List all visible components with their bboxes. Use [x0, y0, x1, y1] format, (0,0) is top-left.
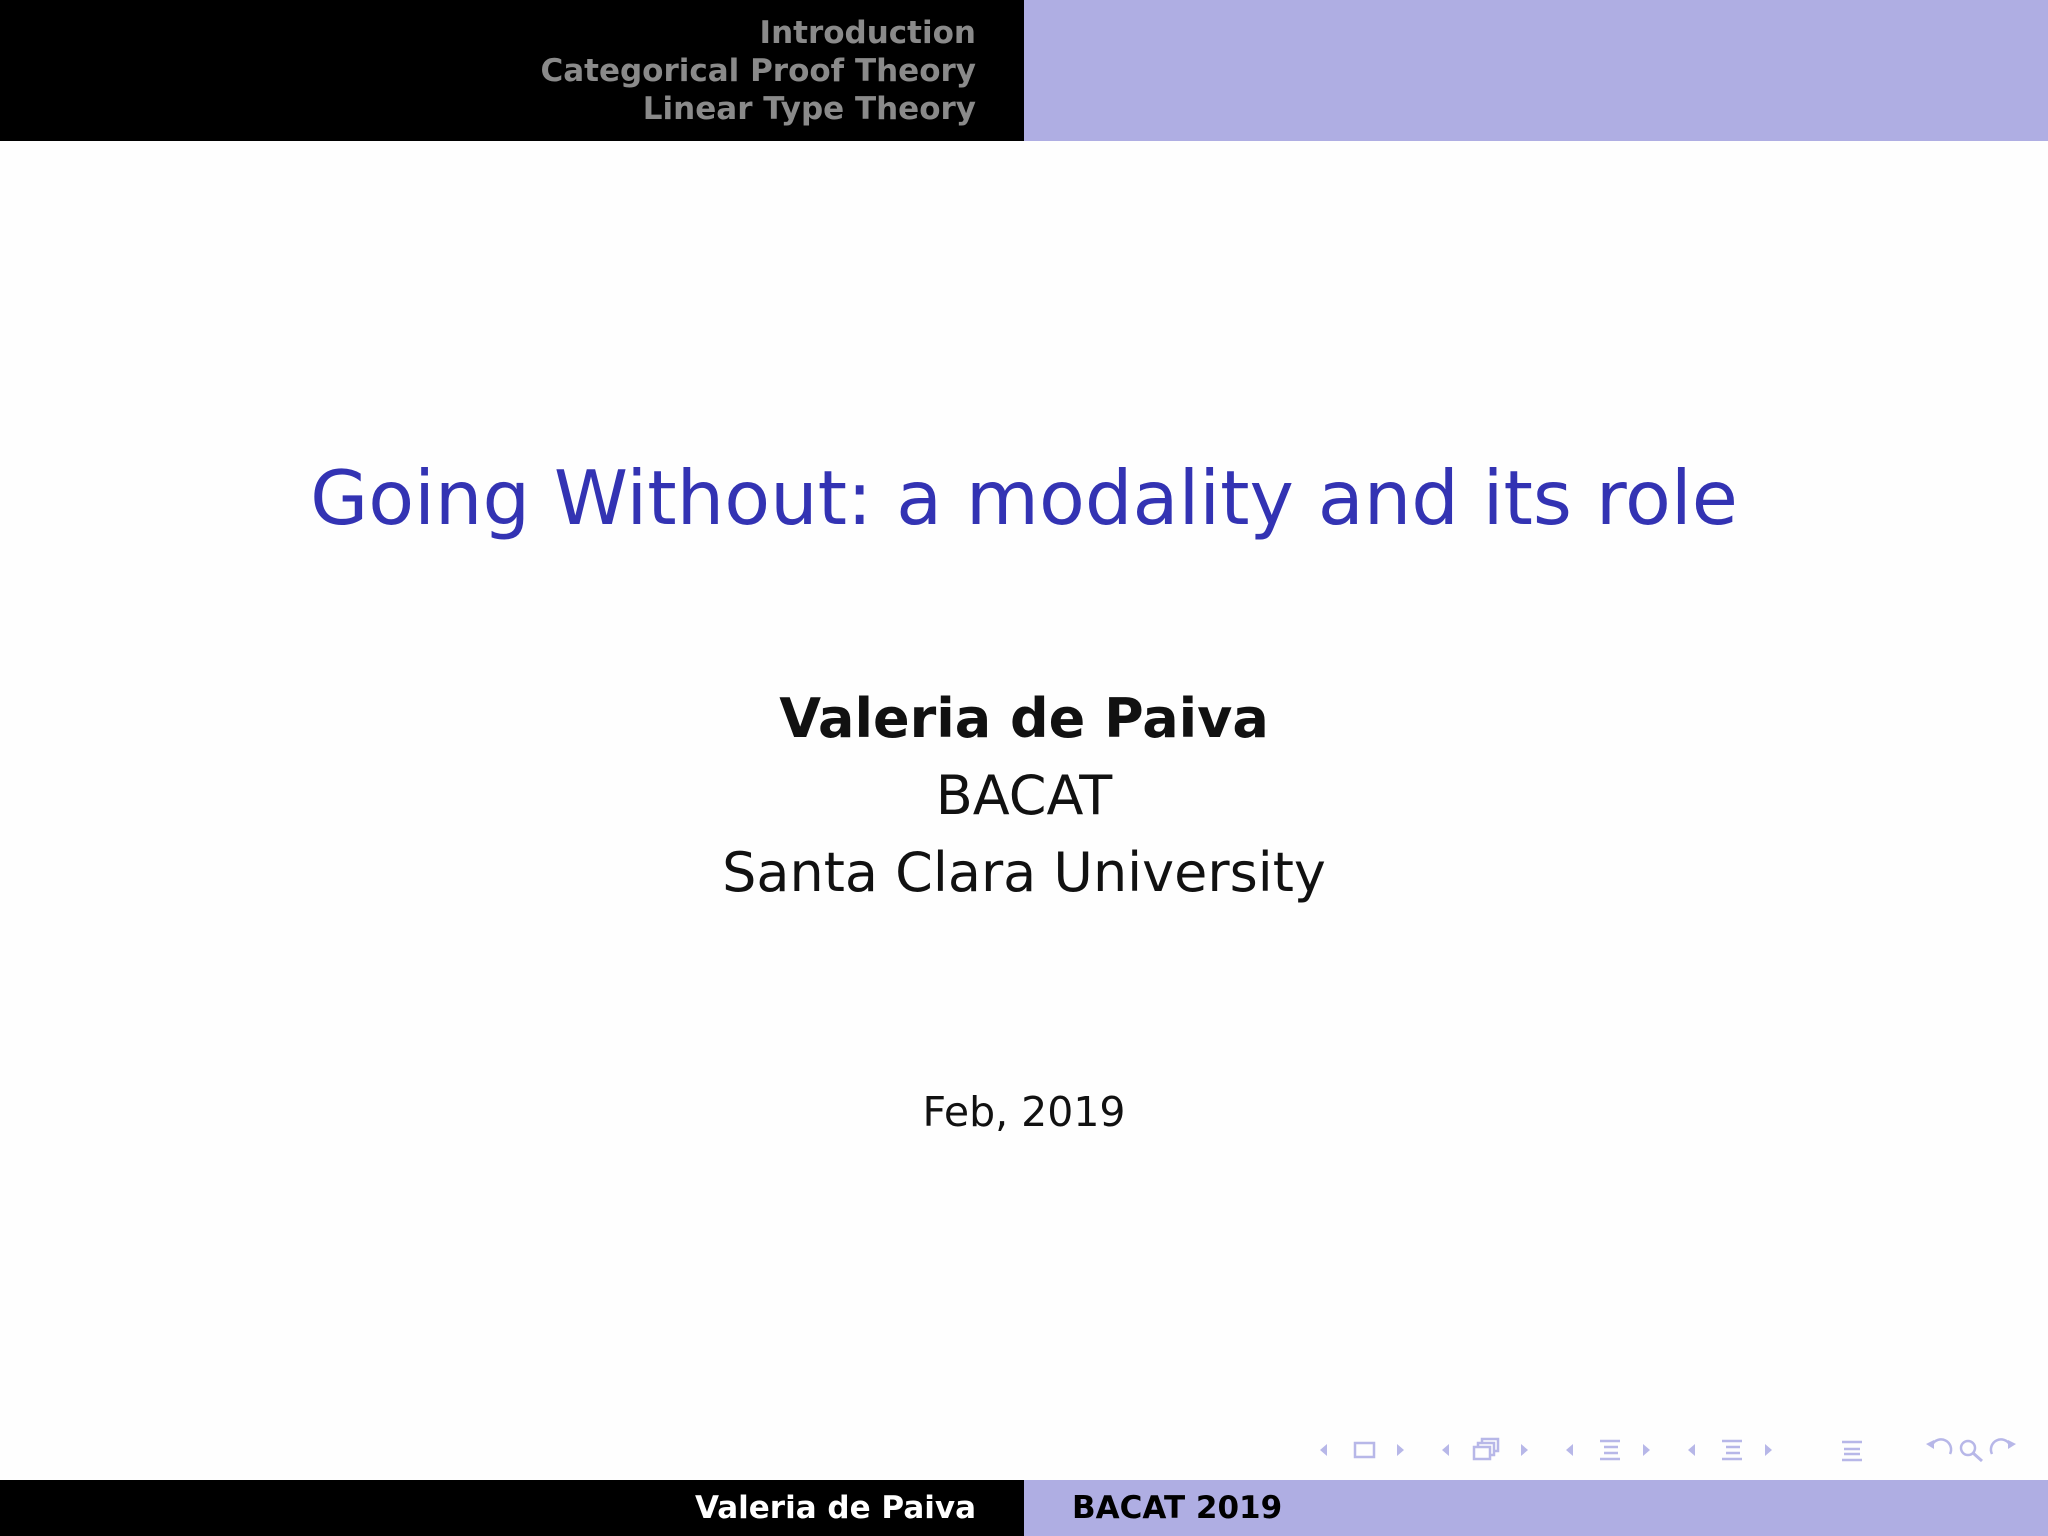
author-affiliation-institution: Santa Clara University	[722, 841, 1326, 904]
next-subsection-arrow-icon[interactable]	[1640, 1432, 1654, 1468]
next-frame-arrow-icon[interactable]	[1394, 1432, 1408, 1468]
next-slide-arrow-icon[interactable]	[1518, 1432, 1532, 1468]
footer-author: Valeria de Paiva	[0, 1480, 1024, 1536]
footer-bar	[0, 1480, 2048, 1536]
author-name: Valeria de Paiva	[779, 687, 1269, 750]
section-link-introduction[interactable]: Introduction	[759, 14, 976, 51]
section-navigation	[0, 0, 1024, 141]
section-link-categorical-proof-theory[interactable]: Categorical Proof Theory	[540, 52, 976, 89]
author-affiliation-group: BACAT	[935, 764, 1113, 827]
subsection-icon[interactable]	[1596, 1432, 1624, 1468]
forward-icon[interactable]	[1986, 1432, 2020, 1468]
document-icon[interactable]	[1838, 1432, 1866, 1468]
footer-event: BACAT 2019	[1024, 1480, 2048, 1536]
header-bar	[0, 0, 2048, 141]
prev-section-arrow-icon[interactable]	[1684, 1432, 1698, 1468]
prev-slide-arrow-icon[interactable]	[1438, 1432, 1452, 1468]
header-color-band	[1024, 0, 2048, 141]
prev-frame-arrow-icon[interactable]	[1316, 1432, 1330, 1468]
section-icon[interactable]	[1718, 1432, 1746, 1468]
frame-icon[interactable]	[1352, 1432, 1378, 1468]
slide-icon[interactable]	[1470, 1432, 1502, 1468]
section-link-linear-type-theory[interactable]: Linear Type Theory	[642, 90, 976, 127]
back-icon[interactable]	[1922, 1432, 1956, 1468]
prev-subsection-arrow-icon[interactable]	[1562, 1432, 1576, 1468]
presentation-title: Going Without: a modality and its role	[310, 454, 1738, 542]
author-block	[0, 680, 2048, 911]
search-icon[interactable]	[1956, 1432, 1986, 1468]
next-section-arrow-icon[interactable]	[1762, 1432, 1776, 1468]
presentation-date: Feb, 2019	[922, 1088, 1126, 1136]
